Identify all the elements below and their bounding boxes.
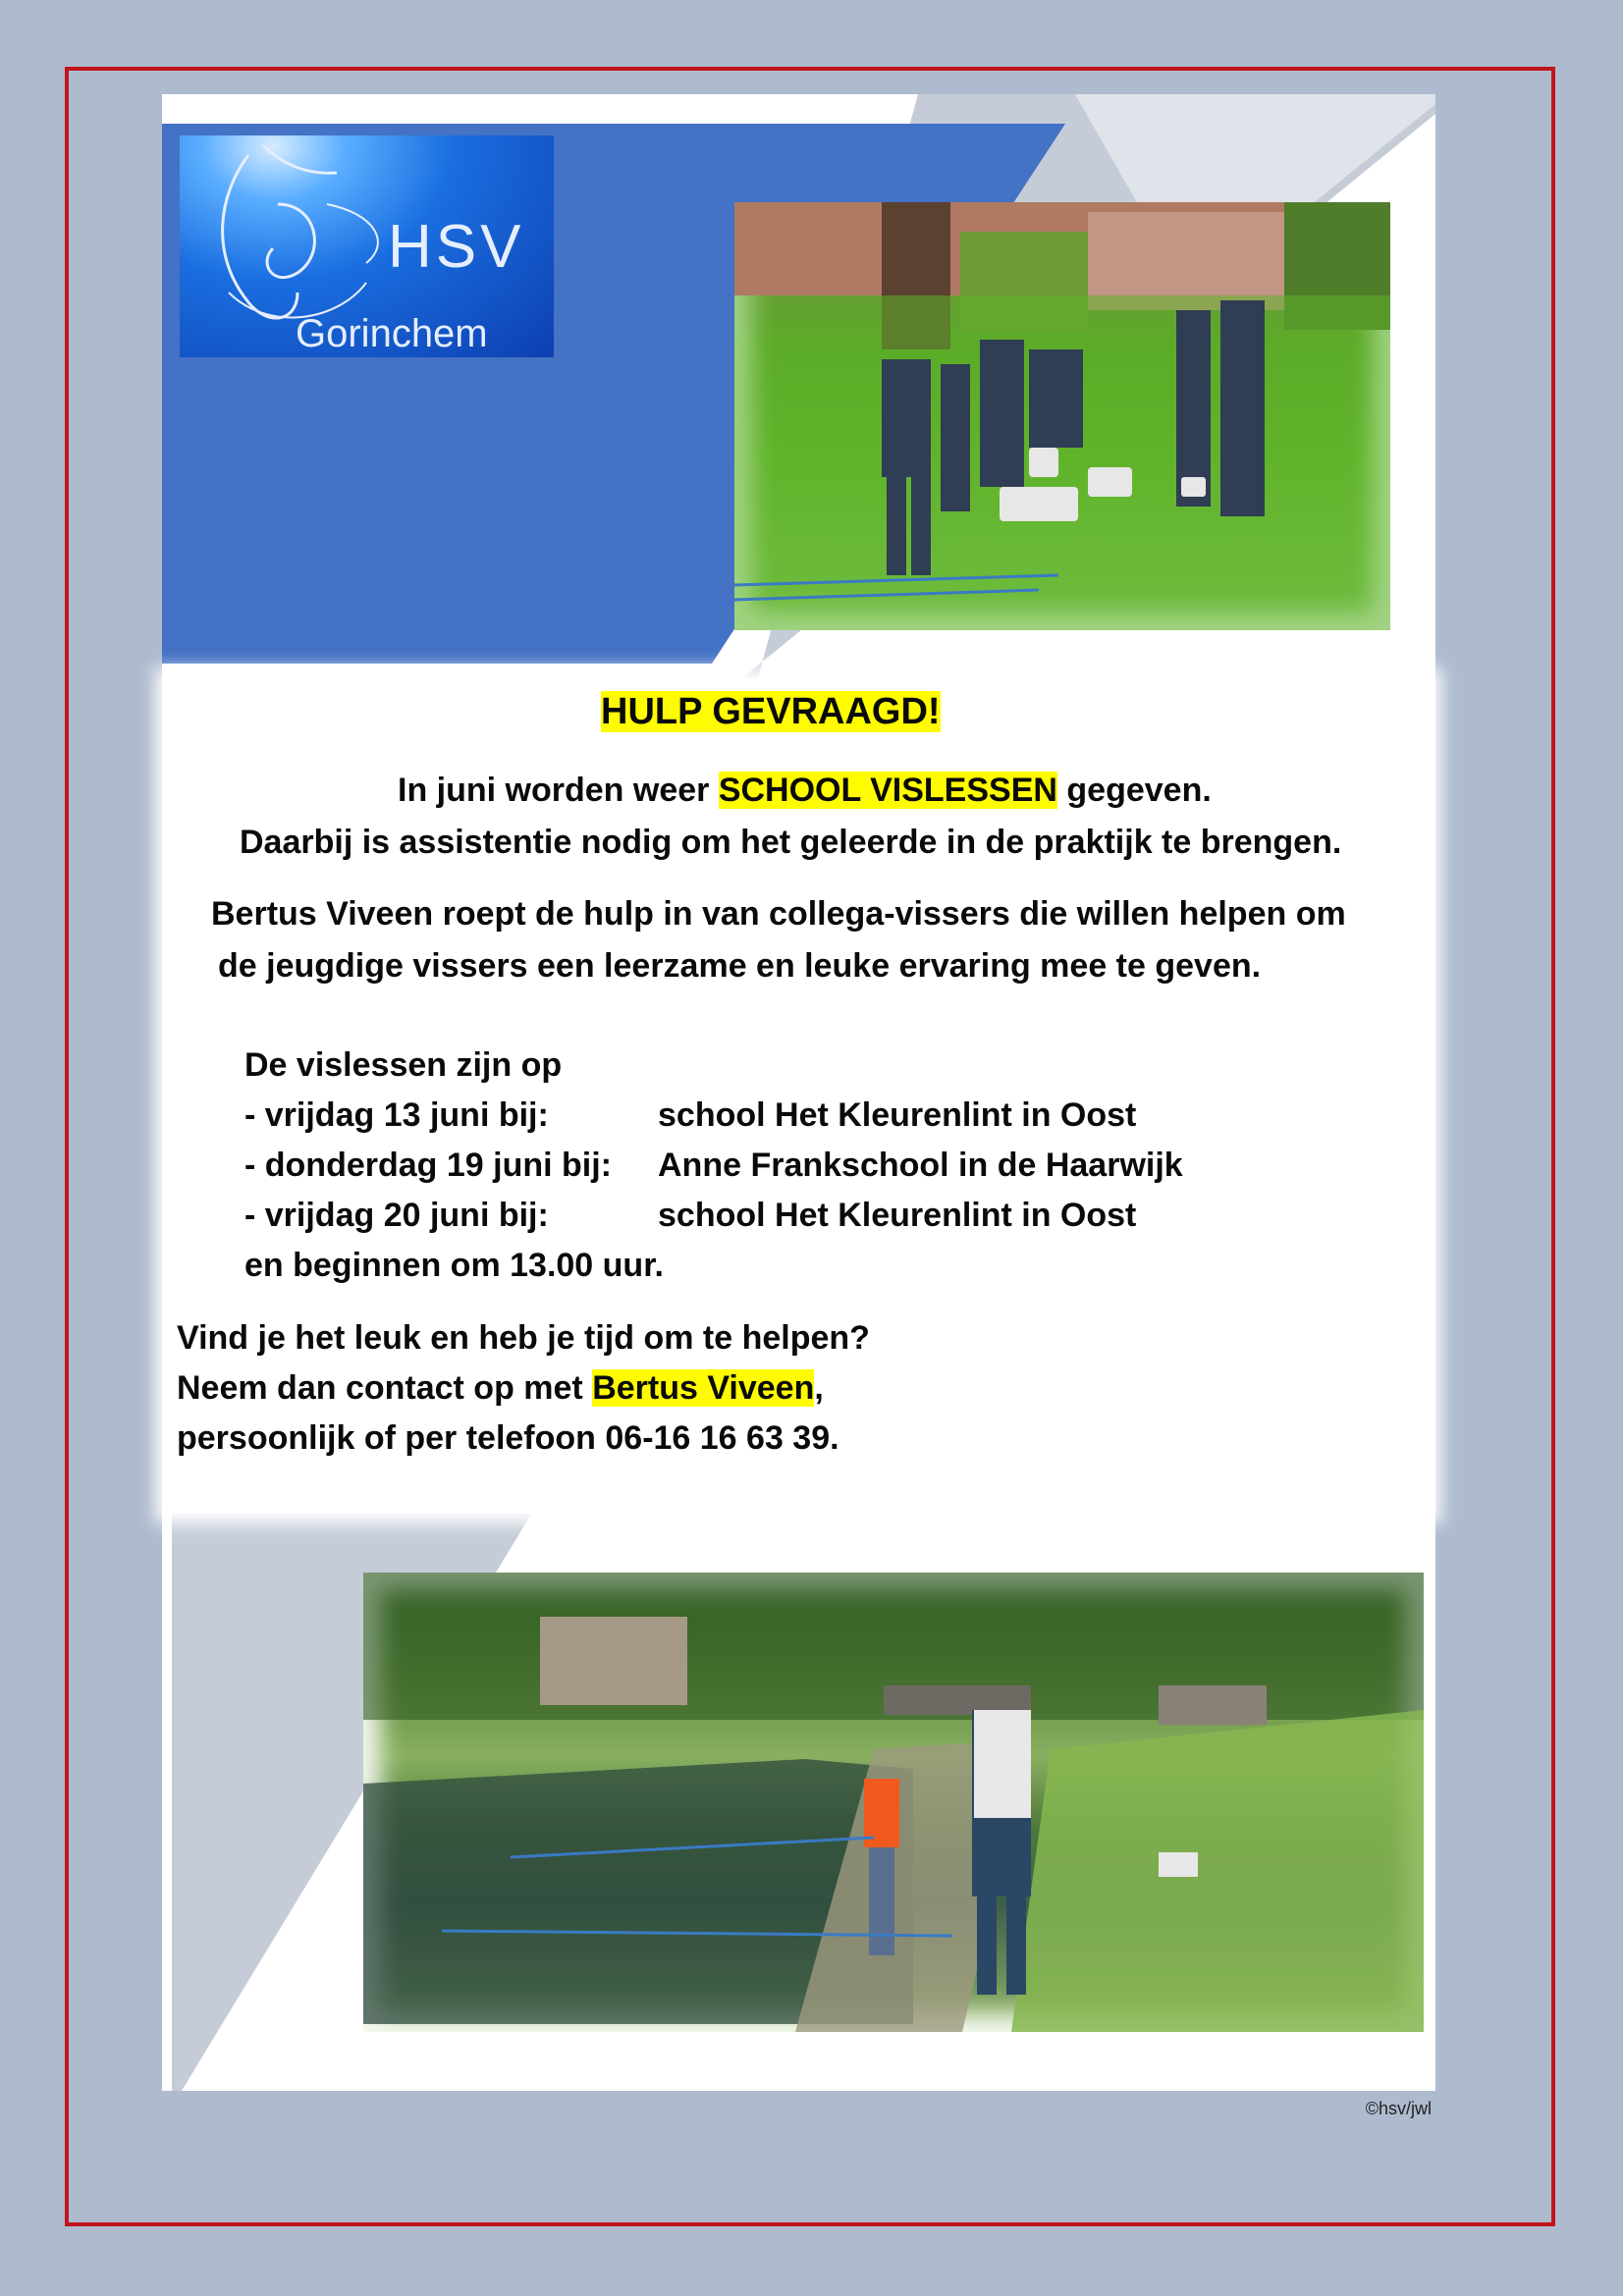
request-line-2: de jeugdige vissers een leerzame en leuke ervaring mee te geven. xyxy=(218,947,1262,985)
logo-city-text: Gorinchem xyxy=(296,312,488,355)
copyright: ©hsv/jwl xyxy=(1365,2099,1432,2118)
hsv-logo xyxy=(180,135,554,357)
contact-line-3: persoonlijk of per telefoon 06-16 16 63 39. xyxy=(177,1419,839,1457)
schedule-day-1: - vrijdag 13 juni bij: xyxy=(244,1096,549,1134)
intro-line-1-before: In juni worden weer xyxy=(398,772,710,809)
heading-text: HULP GEVRAAGD! xyxy=(601,691,941,732)
request-line-1: Bertus Viveen roept de hulp in van collega-vissers die willen helpen om xyxy=(211,895,1346,933)
schedule-day-2: - donderdag 19 juni bij: xyxy=(244,1147,612,1184)
schedule-start: en beginnen om 13.00 uur. xyxy=(244,1247,664,1284)
contact-line-2-after: , xyxy=(814,1369,824,1407)
schedule-day-3: - vrijdag 20 juni bij: xyxy=(244,1197,549,1234)
contact-line-2-before: Neem dan contact op met xyxy=(177,1369,583,1407)
photo-volunteers xyxy=(734,202,1390,630)
contact-name-highlight: Bertus Viveen xyxy=(592,1369,815,1407)
contact-line-2 xyxy=(177,1369,824,1408)
schedule-school-1: school Het Kleurenlint in Oost xyxy=(658,1096,1137,1134)
intro-line-1 xyxy=(398,772,1212,810)
volunteers-photo-image xyxy=(734,202,1390,630)
contact-line-1: Vind je het leuk en heb je tijd om te helpen? xyxy=(177,1319,870,1357)
fishing-lesson-photo-image xyxy=(363,1573,1424,2032)
intro-line-2: Daarbij is assistentie nodig om het geleerde in de praktijk te brengen. xyxy=(240,824,1342,861)
schedule-school-3: school Het Kleurenlint in Oost xyxy=(658,1197,1137,1234)
intro-line-1-after: gegeven. xyxy=(1066,772,1212,809)
photo-fishing-lesson xyxy=(363,1573,1424,2032)
heading xyxy=(601,691,941,733)
schedule-intro: De vislessen zijn op xyxy=(244,1046,563,1084)
schedule-school-2: Anne Frankschool in de Haarwijk xyxy=(658,1147,1183,1184)
logo-hsv-text: HSV xyxy=(388,213,525,281)
intro-highlight: SCHOOL VISLESSEN xyxy=(718,772,1057,809)
